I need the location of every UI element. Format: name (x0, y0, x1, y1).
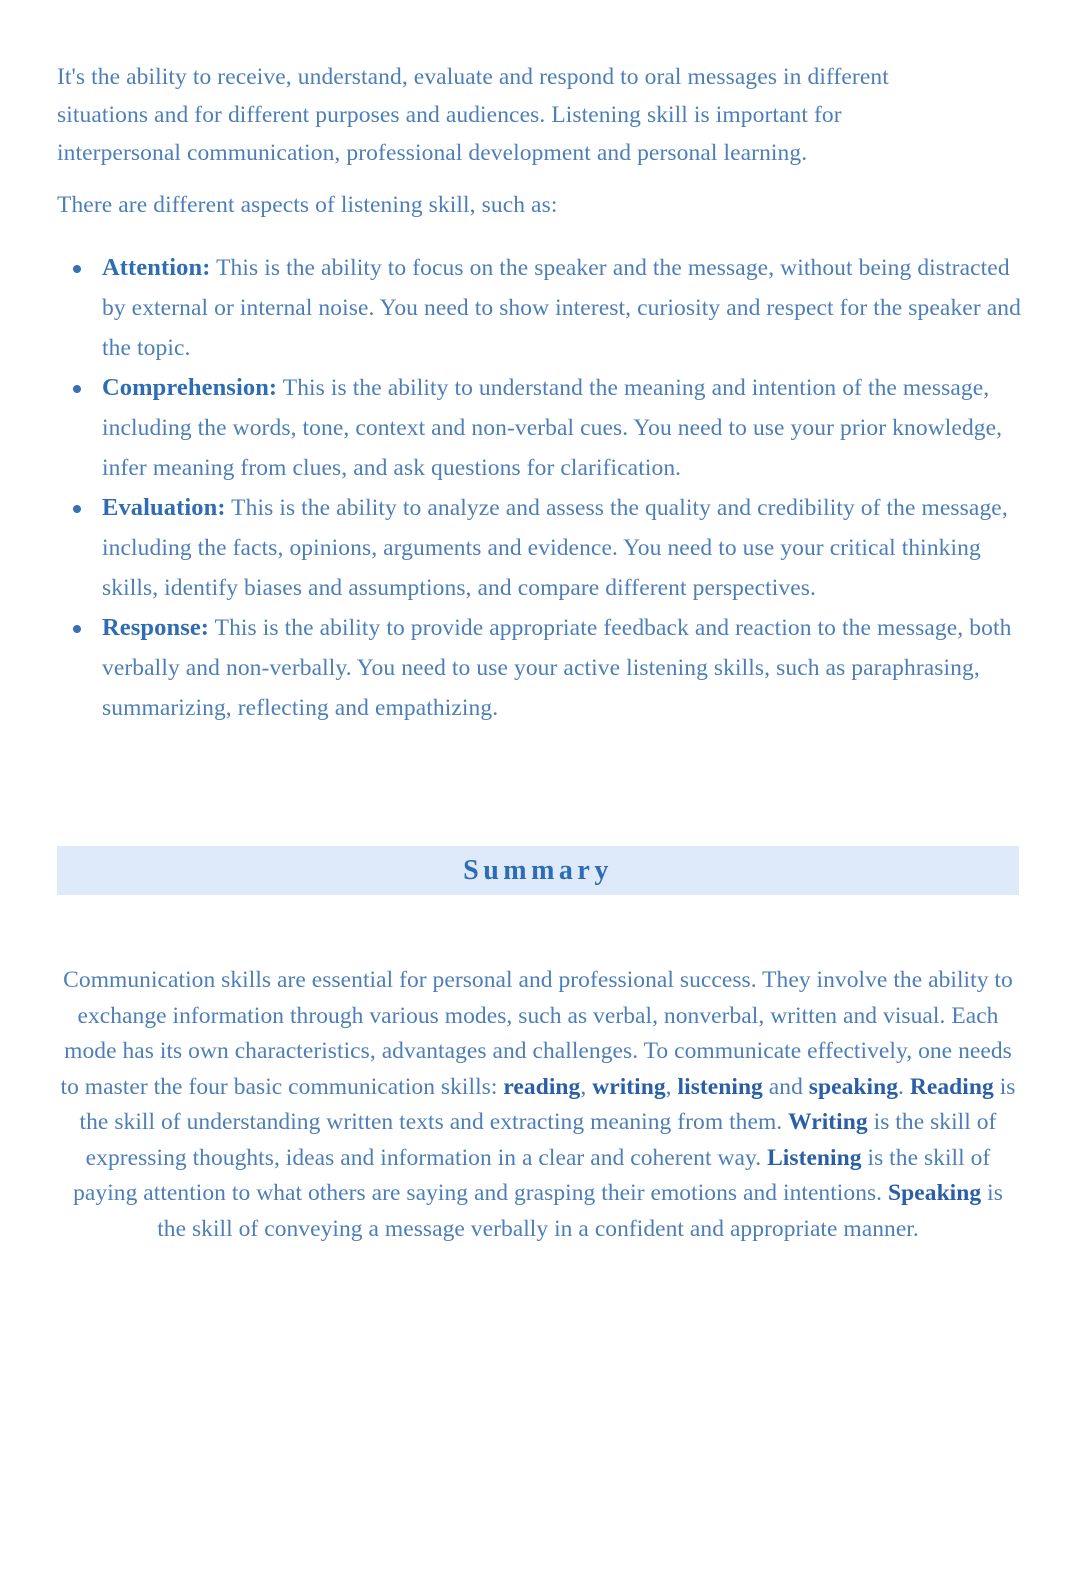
summary-text-run: , (665, 1073, 678, 1100)
summary-bold-term: Writing (788, 1109, 868, 1135)
aspect-description-response: This is the ability to provide appropriate feedback and reaction to the message, both verbally and non-verbally. You need to use your active listening skills, such as paraphrasing, summarizing, reflecting and empathizing. (102, 615, 1012, 721)
bullet-dot-icon (73, 385, 81, 393)
summary-text-run: is the skill of conveying a message verbally in a confident and appropriate manner. (157, 1180, 1003, 1242)
aspect-description-evaluation: This is the ability to analyze and assess the quality and credibility of the message, including the facts, opinions, arguments and evidence. You need to use your critical thinking skills, identify biases and assumptions, and compare different perspectives. (102, 495, 1008, 601)
list-item-comprehension (57, 368, 1032, 488)
aspect-term-response: Response: (102, 614, 210, 641)
summary-text-run: is the skill of paying attention to what others are saying and grasping their emotions and intentions. (73, 1144, 991, 1206)
aspect-term-evaluation: Evaluation: (102, 494, 226, 521)
summary-text-run: Communication skills are essential for personal and professional success. They involve the ability to exchange information through various modes, such as verbal, nonverbal, written and visual. Each mode has its own characteristics, advantages and challenges. To communicate effectively, one needs to master the four basic communication skills: (60, 967, 1013, 1100)
summary-text-run: and (762, 1073, 809, 1100)
list-item-response (57, 608, 1064, 728)
summary-text-run: . (898, 1073, 910, 1100)
aspect-description-attention: This is the ability to focus on the speaker and the message, without being distracted by external or internal noise. You need to show interest, curiosity and respect for the speaker and the topic. (102, 255, 1021, 361)
aspect-term-comprehension: Comprehension: (102, 374, 278, 401)
bullet-dot-icon (73, 625, 81, 633)
aspect-description-comprehension: This is the ability to understand the meaning and intention of the message, including the words, tone, context and non-verbal cues. You need to use your prior knowledge, infer meaning from clues, and ask questions for clarification. (102, 375, 1003, 481)
bullet-dot-icon (73, 265, 81, 273)
document-content (57, 58, 1019, 728)
summary-bold-term: Listening (767, 1144, 862, 1171)
summary-bold-term: speaking (808, 1073, 899, 1100)
summary-heading-title: Summary (463, 854, 613, 886)
summary-bold-term: listening (677, 1073, 763, 1100)
listening-aspects-list (57, 248, 1019, 728)
summary-text-run: is the skill of understanding written texts and extracting meaning from them. (79, 1073, 1016, 1135)
list-item-attention (57, 248, 1032, 368)
summary-paragraph (57, 963, 1019, 1247)
summary-text-run: is the skill of expressing thoughts, ideas and information in a clear and coherent way. (85, 1109, 997, 1171)
summary-bold-term: writing (592, 1073, 666, 1100)
summary-heading-banner (57, 846, 1019, 895)
intro-paragraph-1: It's the ability to receive, understand, evaluate and respond to oral messages in different situations and for different purposes and audiences. Listening skill is important for interpersonal communication, professional development and personal learning. (57, 64, 889, 166)
summary-bold-term: Reading (909, 1073, 994, 1100)
summary-text-run: , (580, 1073, 593, 1100)
summary-bold-term: reading (503, 1073, 581, 1100)
intro-paragraph-2: There are different aspects of listening skill, such as: (57, 192, 558, 218)
aspect-term-attention: Attention: (102, 254, 211, 281)
list-item-evaluation (57, 488, 1032, 608)
summary-bold-term: Speaking (888, 1180, 982, 1206)
bullet-dot-icon (73, 505, 81, 513)
